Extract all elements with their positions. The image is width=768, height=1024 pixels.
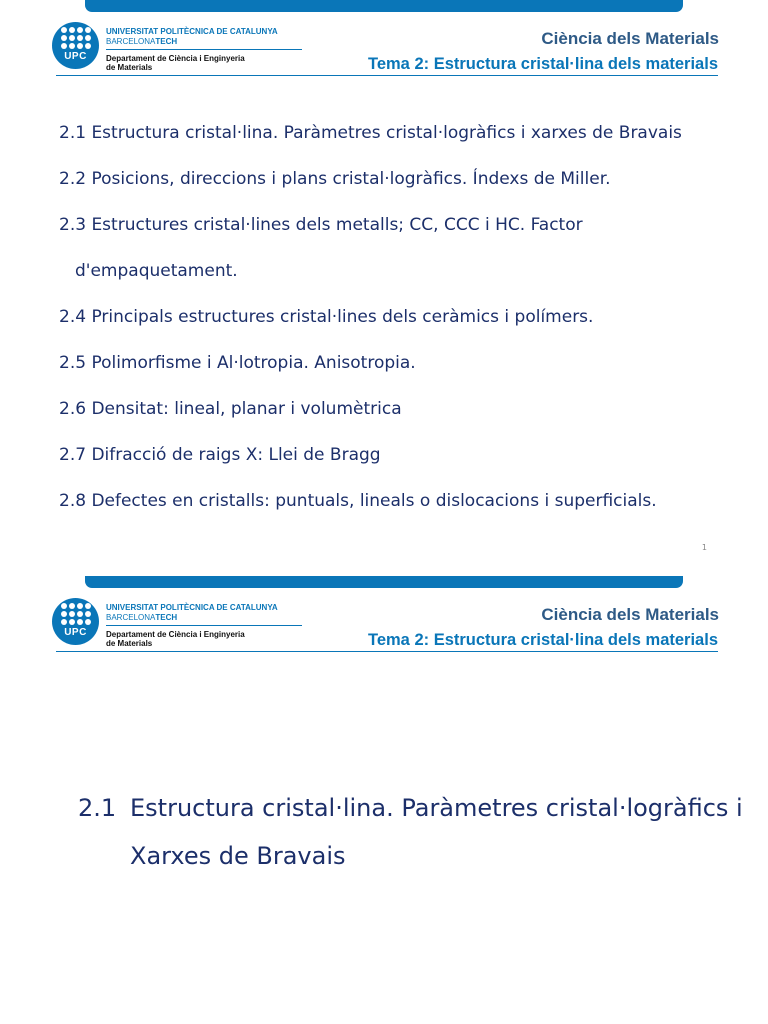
- university-subtitle: [106, 37, 302, 50]
- toc-continuation-text: d'empaquetament.: [75, 261, 238, 281]
- university-block: [106, 603, 302, 648]
- department-line-1: Departament de Ciència i Enginyeria: [106, 54, 245, 63]
- university-name: UNIVERSITAT POLITÈCNICA DE CATALUNYA: [106, 603, 278, 612]
- department-name: [106, 54, 302, 72]
- toc-item-2-1: 2.1 Estructura cristal·lina. Paràmetres cristal·logràfics i xarxes de Bravais: [59, 123, 682, 143]
- upc-logo: [52, 598, 99, 645]
- university-block: [106, 27, 302, 72]
- page-number: 1: [701, 543, 707, 552]
- section-title: [78, 784, 743, 880]
- toc-item-2-6: 2.6 Densitat: lineal, planar i volumètrica: [59, 399, 402, 419]
- section-title-line-2: Xarxes de Bravais: [130, 842, 346, 870]
- topic-title: Tema 2: Estructura cristal·lina dels materials: [367, 55, 718, 73]
- upc-logo-text: UPC: [64, 627, 87, 638]
- upc-dots-icon: [61, 603, 91, 625]
- upc-logo-text: UPC: [64, 51, 87, 62]
- toc-item-2-7: 2.7 Difracció de raigs X: Llei de Bragg: [59, 445, 381, 465]
- header-divider: [56, 75, 718, 76]
- toc-item-2-3-continuation: [59, 248, 739, 294]
- department-line-2: de Materials: [106, 63, 153, 72]
- course-title: Ciència dels Materials: [541, 29, 719, 48]
- table-of-contents: [59, 110, 739, 524]
- top-accent-bar: [85, 0, 683, 12]
- department-line-1: Departament de Ciència i Enginyeria: [106, 630, 245, 639]
- section-title-row: [78, 784, 743, 832]
- department-name: [106, 630, 302, 648]
- university-subtitle: [106, 613, 302, 626]
- top-accent-bar: [85, 576, 683, 588]
- section-number: 2.1: [78, 794, 117, 822]
- header-divider: [56, 651, 718, 652]
- toc-item-2-3: 2.3 Estructures cristal·lines dels metalls; CC, CCC i HC. Factor: [59, 215, 583, 235]
- department-line-2: de Materials: [106, 639, 153, 648]
- toc-item-2-4: 2.4 Principals estructures cristal·lines dels ceràmics i polímers.: [59, 307, 594, 327]
- toc-item-2-8: 2.8 Defectes en cristalls: puntuals, lineals o dislocacions i superficials.: [59, 491, 657, 511]
- university-sub-b: TECH: [155, 37, 178, 46]
- university-sub-b: TECH: [155, 613, 178, 622]
- slide-2: [0, 576, 768, 1024]
- course-title: Ciència dels Materials: [541, 605, 719, 624]
- topic-title: Tema 2: Estructura cristal·lina dels materials: [367, 631, 718, 649]
- upc-logo: [52, 22, 99, 69]
- toc-item-2-5: 2.5 Polimorfisme i Al·lotropia. Anisotropia.: [59, 353, 416, 373]
- university-sub-a: BARCELONA: [106, 37, 156, 46]
- section-title-line-1: Estructura cristal·lina. Paràmetres cristal·logràfics i: [130, 794, 743, 822]
- university-name: UNIVERSITAT POLITÈCNICA DE CATALUNYA: [106, 27, 278, 36]
- upc-dots-icon: [61, 27, 91, 49]
- university-sub-a: BARCELONA: [106, 613, 156, 622]
- toc-item-2-2: 2.2 Posicions, direccions i plans cristal·logràfics. Índexs de Miller.: [59, 169, 611, 189]
